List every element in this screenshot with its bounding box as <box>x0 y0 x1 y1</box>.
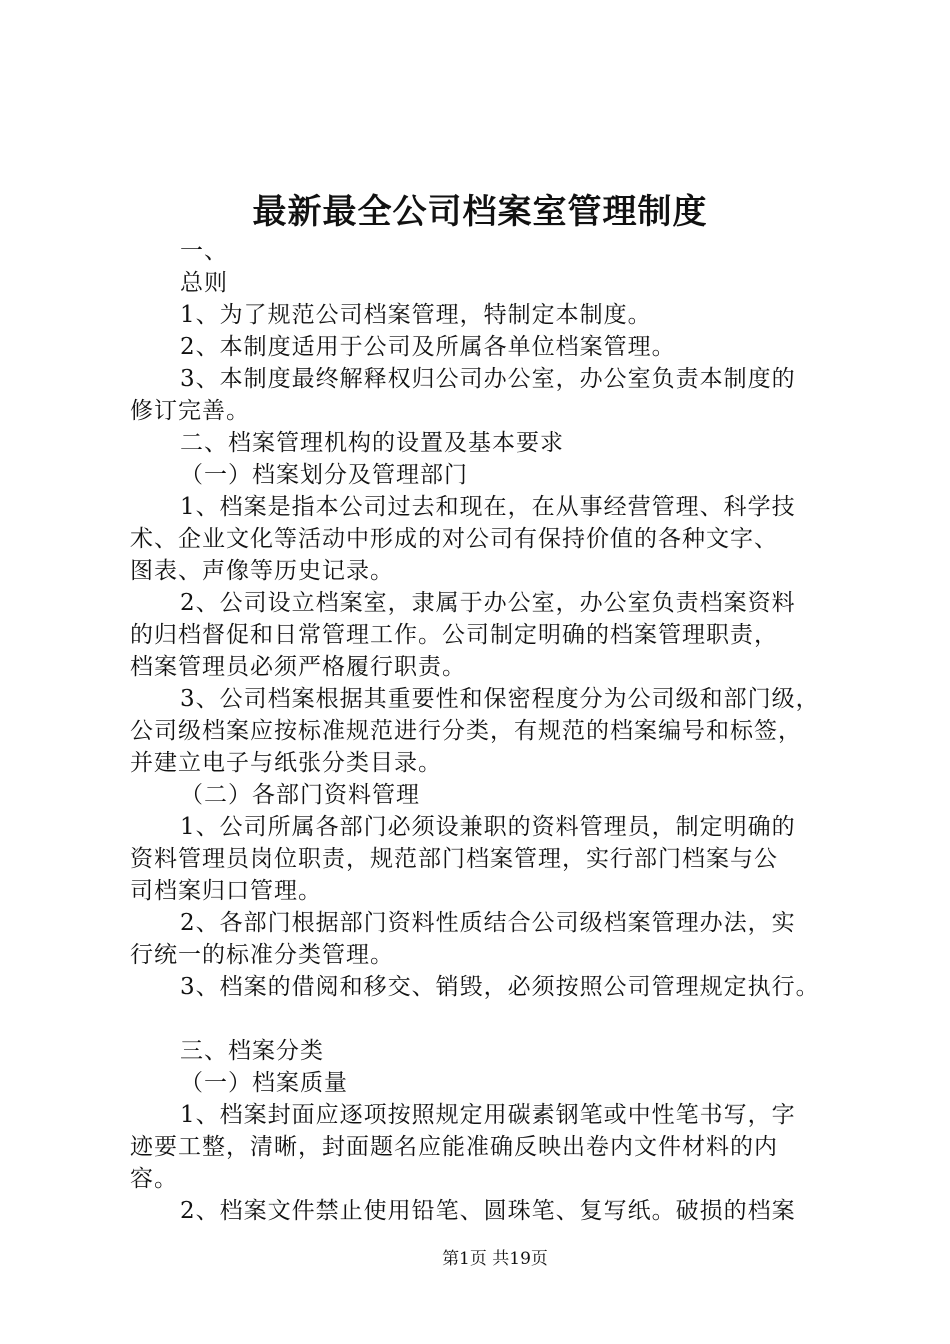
body-line: 并建立电子与纸张分类目录。 <box>130 750 442 776</box>
body-line: 1、档案封面应逐项按照规定用碳素钢笔或中性笔书写，字 <box>180 1102 796 1128</box>
section-heading: 三、档案分类 <box>180 1038 324 1064</box>
body-line: 术、企业文化等活动中形成的对公司有保持价值的各种文字、 <box>130 526 778 552</box>
body-line: 迹要工整，清晰，封面题名应能准确反映出卷内文件材料的内 <box>130 1134 778 1160</box>
page-footer: 第1页 共19页 <box>442 1249 548 1269</box>
document-title: 最新最全公司档案室管理制度 <box>252 192 708 232</box>
body-line: 一、 <box>180 238 228 264</box>
body-line: 行统一的标准分类管理。 <box>130 942 394 968</box>
body-line: 1、档案是指本公司过去和现在，在从事经营管理、科学技 <box>180 494 796 520</box>
body-line: 2、档案文件禁止使用铅笔、圆珠笔、复写纸。破损的档案 <box>180 1198 796 1224</box>
body-line: 1、公司所属各部门必须设兼职的资料管理员，制定明确的 <box>180 814 796 840</box>
body-line: 3、公司档案根据其重要性和保密程度分为公司级和部门级， <box>180 686 820 712</box>
body-line: 修订完善。 <box>130 398 250 424</box>
body-line: 3、本制度最终解释权归公司办公室，办公室负责本制度的 <box>180 366 796 392</box>
body-line: 容。 <box>130 1166 178 1192</box>
body-line: 总则 <box>180 270 228 296</box>
body-line: 3、档案的借阅和移交、销毁，必须按照公司管理规定执行。 <box>180 974 820 1000</box>
body-line: 2、本制度适用于公司及所属各单位档案管理。 <box>180 334 676 360</box>
subsection-heading: （一）档案质量 <box>180 1070 348 1096</box>
body-line: 2、公司设立档案室，隶属于办公室，办公室负责档案资料 <box>180 590 796 616</box>
section-heading: 二、档案管理机构的设置及基本要求 <box>180 430 564 456</box>
body-line: 公司级档案应按标准规范进行分类，有规范的档案编号和标签， <box>130 718 802 744</box>
body-line: 的归档督促和日常管理工作。公司制定明确的档案管理职责， <box>130 622 778 648</box>
body-line: 1、为了规范公司档案管理，特制定本制度。 <box>180 302 652 328</box>
subsection-heading: （一）档案划分及管理部门 <box>180 462 468 488</box>
body-line: 资料管理员岗位职责，规范部门档案管理，实行部门档案与公 <box>130 846 778 872</box>
body-line: 档案管理员必须严格履行职责。 <box>130 654 466 680</box>
body-line: 图表、声像等历史记录。 <box>130 558 394 584</box>
body-line: 2、各部门根据部门资料性质结合公司级档案管理办法，实 <box>180 910 796 936</box>
subsection-heading: （二）各部门资料管理 <box>180 782 420 808</box>
body-line: 司档案归口管理。 <box>130 878 322 904</box>
